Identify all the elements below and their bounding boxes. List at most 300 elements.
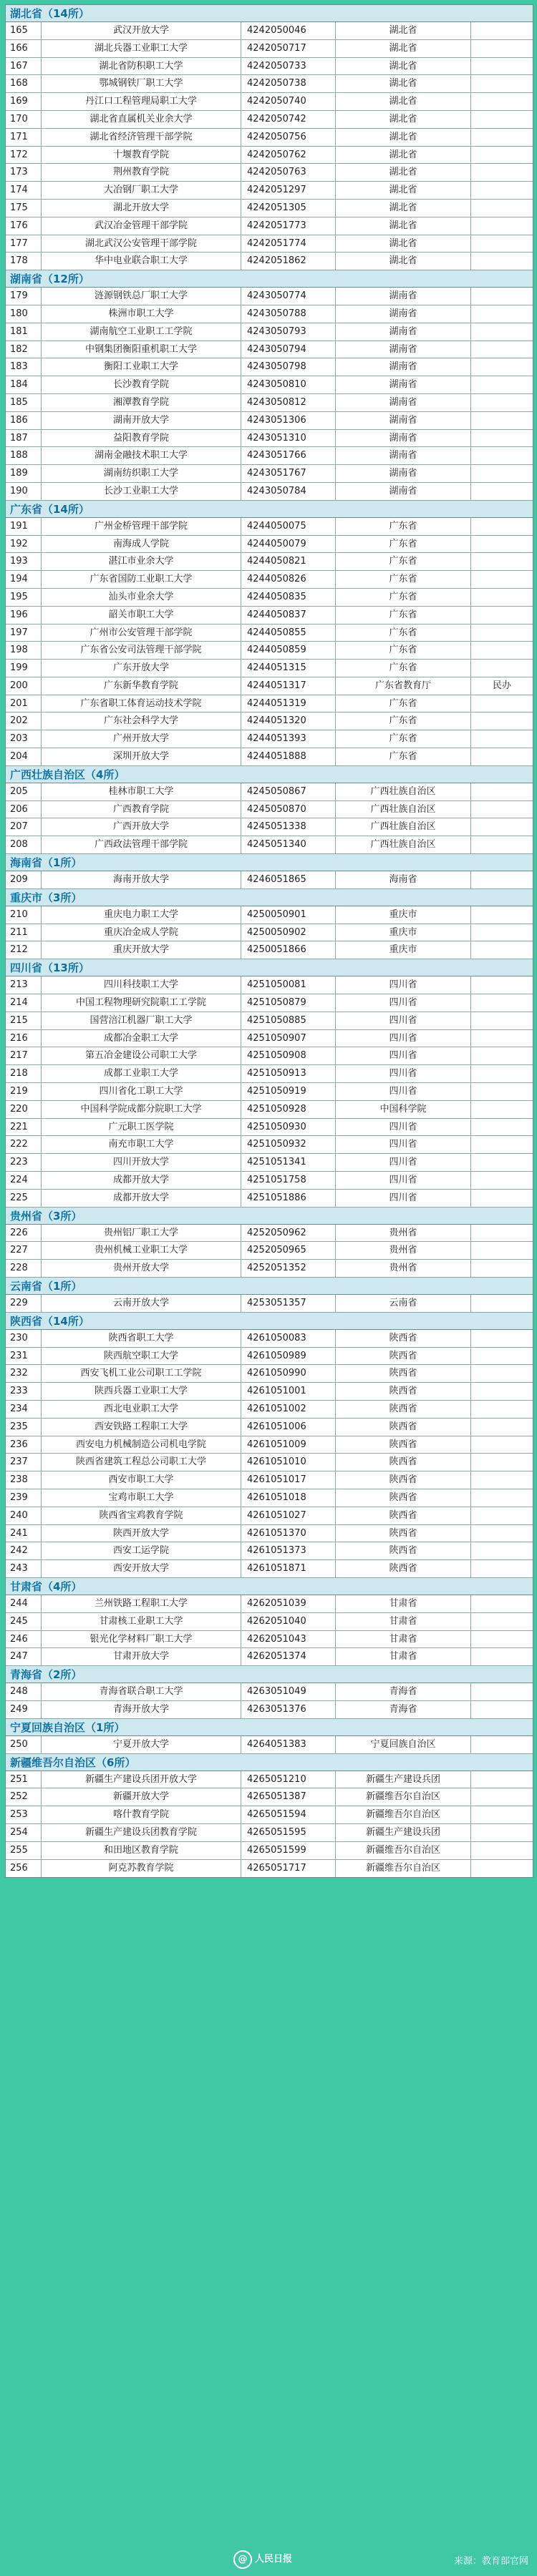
institution-code: 4251050879 bbox=[241, 994, 336, 1012]
remark bbox=[471, 111, 533, 128]
table-row bbox=[6, 1101, 533, 1119]
institution-name: 长沙工业职工大学 bbox=[42, 483, 241, 500]
row-number: 242 bbox=[6, 1542, 42, 1559]
authority: 广东省 bbox=[336, 695, 471, 712]
institution-code: 4243050774 bbox=[241, 288, 336, 305]
row-number: 256 bbox=[6, 1860, 42, 1878]
remark bbox=[471, 164, 533, 181]
remark bbox=[471, 58, 533, 75]
footer bbox=[0, 2543, 537, 2576]
authority: 四川省 bbox=[336, 1065, 471, 1082]
row-number: 219 bbox=[6, 1083, 42, 1100]
authority: 陕西省 bbox=[336, 1330, 471, 1347]
authority: 甘肃省 bbox=[336, 1595, 471, 1612]
institution-name: 广州市公安管理干部学院 bbox=[42, 625, 241, 642]
row-number: 233 bbox=[6, 1383, 42, 1400]
row-number: 217 bbox=[6, 1047, 42, 1064]
row-number: 237 bbox=[6, 1454, 42, 1471]
institution-name: 重庆开放大学 bbox=[42, 941, 241, 959]
remark bbox=[471, 1065, 533, 1082]
institution-code: 4242051774 bbox=[241, 235, 336, 253]
row-number: 178 bbox=[6, 253, 42, 270]
row-number: 228 bbox=[6, 1260, 42, 1277]
remark bbox=[471, 182, 533, 199]
authority: 湖南省 bbox=[336, 358, 471, 376]
authority: 湖南省 bbox=[336, 430, 471, 447]
institution-name: 甘肃核工业职工大学 bbox=[42, 1613, 241, 1630]
institution-name: 成都冶金职工大学 bbox=[42, 1030, 241, 1047]
row-number: 225 bbox=[6, 1190, 42, 1207]
institution-code: 4244050837 bbox=[241, 607, 336, 624]
remark bbox=[471, 1631, 533, 1648]
authority: 海南省 bbox=[336, 871, 471, 888]
institution-code: 4251051886 bbox=[241, 1190, 336, 1207]
authority: 陕西省 bbox=[336, 1489, 471, 1507]
institution-name: 广东省职工体育运动技术学院 bbox=[42, 695, 241, 712]
institution-name: 韶关市职工大学 bbox=[42, 607, 241, 624]
table-row bbox=[6, 412, 533, 430]
remark bbox=[471, 1083, 533, 1100]
institution-name: 陕西开放大学 bbox=[42, 1525, 241, 1542]
institution-name: 兰州铁路工程职工大学 bbox=[42, 1595, 241, 1612]
table-row bbox=[6, 305, 533, 323]
institution-name: 广元职工医学院 bbox=[42, 1119, 241, 1136]
remark bbox=[471, 1648, 533, 1665]
institution-name: 海南开放大学 bbox=[42, 871, 241, 888]
institution-name: 贵州开放大学 bbox=[42, 1260, 241, 1277]
institution-code: 4244051320 bbox=[241, 712, 336, 730]
institution-name: 重庆冶金成人学院 bbox=[42, 924, 241, 941]
row-number: 179 bbox=[6, 288, 42, 305]
remark bbox=[471, 642, 533, 659]
remark bbox=[471, 1701, 533, 1718]
institution-code: 4242050762 bbox=[241, 147, 336, 164]
authority: 湖北省 bbox=[336, 111, 471, 128]
authority: 甘肃省 bbox=[336, 1631, 471, 1648]
remark bbox=[471, 660, 533, 677]
authority: 湖北省 bbox=[336, 22, 471, 39]
institution-name: 十堰教育学院 bbox=[42, 147, 241, 164]
table-row bbox=[6, 341, 533, 359]
section-header: 甘肃省（4所） bbox=[6, 1578, 533, 1595]
row-number: 244 bbox=[6, 1595, 42, 1612]
remark bbox=[471, 976, 533, 994]
authority: 湖南省 bbox=[336, 323, 471, 341]
remark bbox=[471, 1842, 533, 1859]
remark bbox=[471, 536, 533, 553]
remark bbox=[471, 1436, 533, 1454]
remark bbox=[471, 871, 533, 888]
table-row bbox=[6, 730, 533, 748]
table-row bbox=[6, 1525, 533, 1543]
row-number: 193 bbox=[6, 553, 42, 570]
authority: 新疆维吾尔自治区 bbox=[336, 1806, 471, 1823]
remark bbox=[471, 1454, 533, 1471]
table-row bbox=[6, 818, 533, 836]
remark bbox=[471, 1595, 533, 1612]
institution-name: 广东新华教育学院 bbox=[42, 677, 241, 695]
institution-code: 4242051305 bbox=[241, 200, 336, 217]
row-number: 192 bbox=[6, 536, 42, 553]
table-row bbox=[6, 1348, 533, 1366]
institution-name: 南充市职工大学 bbox=[42, 1136, 241, 1153]
authority: 陕西省 bbox=[336, 1401, 471, 1418]
authority: 陕西省 bbox=[336, 1560, 471, 1577]
row-number: 198 bbox=[6, 642, 42, 659]
authority: 陕西省 bbox=[336, 1365, 471, 1382]
institution-code: 4251050919 bbox=[241, 1083, 336, 1100]
institution-code: 4242050738 bbox=[241, 75, 336, 92]
authority: 广东省 bbox=[336, 712, 471, 730]
authority: 四川省 bbox=[336, 1190, 471, 1207]
remark bbox=[471, 430, 533, 447]
remark bbox=[471, 1260, 533, 1277]
table-row bbox=[6, 1190, 533, 1208]
remark: 民办 bbox=[492, 680, 511, 691]
institution-code: 4251050913 bbox=[241, 1065, 336, 1082]
institution-code: 4244050821 bbox=[241, 553, 336, 570]
table-row bbox=[6, 1012, 533, 1030]
table-row bbox=[6, 323, 533, 341]
row-number: 188 bbox=[6, 447, 42, 464]
institution-name: 益阳教育学院 bbox=[42, 430, 241, 447]
remark bbox=[471, 1348, 533, 1365]
institution-code: 4244050826 bbox=[241, 571, 336, 588]
institution-code: 4251051341 bbox=[241, 1154, 336, 1171]
institution-code: 4245051340 bbox=[241, 836, 336, 853]
remark bbox=[471, 1225, 533, 1242]
authority: 四川省 bbox=[336, 1083, 471, 1100]
remark bbox=[471, 906, 533, 924]
row-number: 199 bbox=[6, 660, 42, 677]
authority: 宁夏回族自治区 bbox=[336, 1736, 471, 1753]
remark bbox=[471, 1030, 533, 1047]
remark bbox=[471, 695, 533, 712]
row-number: 205 bbox=[6, 783, 42, 800]
remark bbox=[471, 571, 533, 588]
row-number: 177 bbox=[6, 235, 42, 253]
row-number: 227 bbox=[6, 1242, 42, 1259]
table-row bbox=[6, 1860, 533, 1878]
table-row bbox=[6, 712, 533, 730]
institution-name: 广西教育学院 bbox=[42, 801, 241, 818]
table-row bbox=[6, 1083, 533, 1101]
institution-name: 湖南纺织职工大学 bbox=[42, 465, 241, 482]
table-row bbox=[6, 1560, 533, 1578]
row-number: 200 bbox=[6, 677, 42, 695]
table-row bbox=[6, 976, 533, 994]
section-header: 云南省（1所） bbox=[6, 1278, 533, 1295]
institution-code: 4246051865 bbox=[241, 871, 336, 888]
table-row bbox=[6, 1225, 533, 1243]
row-number: 234 bbox=[6, 1401, 42, 1418]
table-row bbox=[6, 1136, 533, 1154]
institution-name: 荆州教育学院 bbox=[42, 164, 241, 181]
table-row bbox=[6, 994, 533, 1012]
remark bbox=[471, 75, 533, 92]
remark bbox=[471, 1136, 533, 1153]
authority: 广东省 bbox=[336, 625, 471, 642]
authority: 青海省 bbox=[336, 1683, 471, 1700]
institution-code: 4250050901 bbox=[241, 906, 336, 924]
row-number: 197 bbox=[6, 625, 42, 642]
remark bbox=[471, 836, 533, 853]
table-row bbox=[6, 1383, 533, 1401]
institution-name: 成都开放大学 bbox=[42, 1190, 241, 1207]
row-number: 239 bbox=[6, 1489, 42, 1507]
institution-name: 株洲市职工大学 bbox=[42, 305, 241, 323]
institution-code: 4261051006 bbox=[241, 1419, 336, 1436]
institution-code: 4265051387 bbox=[241, 1788, 336, 1806]
row-number: 222 bbox=[6, 1136, 42, 1153]
table-row bbox=[6, 376, 533, 394]
row-number: 240 bbox=[6, 1507, 42, 1524]
institution-name: 大冶钢厂职工大学 bbox=[42, 182, 241, 199]
row-number: 201 bbox=[6, 695, 42, 712]
row-number: 218 bbox=[6, 1065, 42, 1082]
authority: 四川省 bbox=[336, 976, 471, 994]
authority: 广东省 bbox=[336, 589, 471, 606]
authority: 广东省 bbox=[336, 660, 471, 677]
row-number: 236 bbox=[6, 1436, 42, 1454]
authority: 新疆维吾尔自治区 bbox=[336, 1842, 471, 1859]
institution-code: 4244050075 bbox=[241, 518, 336, 535]
table-row bbox=[6, 695, 533, 713]
remark bbox=[471, 358, 533, 376]
table-row bbox=[6, 1542, 533, 1560]
institution-code: 4261051017 bbox=[241, 1471, 336, 1489]
remark bbox=[471, 1860, 533, 1878]
table-row bbox=[6, 1242, 533, 1260]
table-row bbox=[6, 607, 533, 625]
institution-code: 4261051027 bbox=[241, 1507, 336, 1524]
institution-name: 广东省国防工业职工大学 bbox=[42, 571, 241, 588]
row-number: 249 bbox=[6, 1701, 42, 1718]
authority: 湖南省 bbox=[336, 465, 471, 482]
institution-code: 4243050788 bbox=[241, 305, 336, 323]
institution-name: 湖北武汉公安管理干部学院 bbox=[42, 235, 241, 253]
row-number: 221 bbox=[6, 1119, 42, 1136]
remark bbox=[471, 394, 533, 411]
table-row bbox=[6, 536, 533, 554]
authority: 广西壮族自治区 bbox=[336, 783, 471, 800]
row-number: 251 bbox=[6, 1771, 42, 1788]
row-number: 172 bbox=[6, 147, 42, 164]
institution-name: 和田地区教育学院 bbox=[42, 1842, 241, 1859]
institution-code: 4262051039 bbox=[241, 1595, 336, 1612]
row-number: 183 bbox=[6, 358, 42, 376]
authority: 广东省 bbox=[336, 518, 471, 535]
table-row bbox=[6, 430, 533, 448]
institution-name: 西安市职工大学 bbox=[42, 1471, 241, 1489]
row-number: 187 bbox=[6, 430, 42, 447]
institution-name: 广西政法管理干部学院 bbox=[42, 836, 241, 853]
table-row bbox=[6, 1701, 533, 1719]
institution-code: 4242050046 bbox=[241, 22, 336, 39]
remark bbox=[471, 200, 533, 217]
remark bbox=[471, 412, 533, 429]
table-row bbox=[6, 906, 533, 924]
remark bbox=[471, 129, 533, 146]
table-row bbox=[6, 40, 533, 58]
institution-code: 4263051049 bbox=[241, 1683, 336, 1700]
institution-name: 四川开放大学 bbox=[42, 1154, 241, 1171]
institution-code: 4251050930 bbox=[241, 1119, 336, 1136]
authority: 广东省 bbox=[336, 748, 471, 765]
institution-code: 4252050965 bbox=[241, 1242, 336, 1259]
institution-code: 4245050870 bbox=[241, 801, 336, 818]
institution-code: 4250050902 bbox=[241, 924, 336, 941]
table-row bbox=[6, 836, 533, 854]
institution-code: 4265051599 bbox=[241, 1842, 336, 1859]
table-row bbox=[6, 129, 533, 147]
authority: 湖南省 bbox=[336, 412, 471, 429]
institution-code: 4242050740 bbox=[241, 93, 336, 110]
institution-name: 新疆生产建设兵团教育学院 bbox=[42, 1824, 241, 1841]
institution-name: 阿克苏教育学院 bbox=[42, 1860, 241, 1878]
institution-code: 4253051357 bbox=[241, 1295, 336, 1312]
table-row bbox=[6, 571, 533, 589]
row-number: 174 bbox=[6, 182, 42, 199]
table-row bbox=[6, 483, 533, 501]
remark bbox=[471, 93, 533, 110]
institution-name: 丹江口工程管理局职工大学 bbox=[42, 93, 241, 110]
institution-name: 华中电业联合职工大学 bbox=[42, 253, 241, 270]
section-header: 湖南省（12所） bbox=[6, 270, 533, 288]
authority: 重庆市 bbox=[336, 941, 471, 959]
remark bbox=[471, 712, 533, 730]
institution-code: 4243051767 bbox=[241, 465, 336, 482]
authority: 四川省 bbox=[336, 1030, 471, 1047]
institution-code: 4243050812 bbox=[241, 394, 336, 411]
logo-text: 人民日报 bbox=[255, 2554, 293, 2565]
at-icon: @ bbox=[233, 2550, 252, 2569]
row-number: 243 bbox=[6, 1560, 42, 1577]
institution-code: 4261050083 bbox=[241, 1330, 336, 1347]
remark bbox=[471, 217, 533, 235]
row-number: 180 bbox=[6, 305, 42, 323]
table-row bbox=[6, 1824, 533, 1842]
table-row bbox=[6, 1736, 533, 1754]
row-number: 252 bbox=[6, 1788, 42, 1806]
institution-code: 4261051373 bbox=[241, 1542, 336, 1559]
section-header: 贵州省（3所） bbox=[6, 1208, 533, 1225]
institution-name: 西安开放大学 bbox=[42, 1560, 241, 1577]
section-header: 广西壮族自治区（4所） bbox=[6, 766, 533, 783]
institution-code: 4244051393 bbox=[241, 730, 336, 748]
institution-name: 喀什教育学院 bbox=[42, 1806, 241, 1823]
institution-code: 4265051594 bbox=[241, 1806, 336, 1823]
remark bbox=[471, 801, 533, 818]
institution-code: 4261050989 bbox=[241, 1348, 336, 1365]
table-row bbox=[6, 1454, 533, 1471]
row-number: 224 bbox=[6, 1172, 42, 1189]
row-number: 255 bbox=[6, 1842, 42, 1859]
table-row bbox=[6, 1788, 533, 1806]
institution-name: 西安飞机工业公司职工工学院 bbox=[42, 1365, 241, 1382]
remark bbox=[471, 147, 533, 164]
institution-code: 4261051009 bbox=[241, 1436, 336, 1454]
table-row bbox=[6, 1648, 533, 1666]
institution-name: 中国科学院成都分院职工大学 bbox=[42, 1101, 241, 1118]
institution-name: 湖北省防积职工大学 bbox=[42, 58, 241, 75]
remark bbox=[471, 1365, 533, 1382]
authority: 甘肃省 bbox=[336, 1613, 471, 1630]
remark bbox=[471, 1383, 533, 1400]
authority: 贵州省 bbox=[336, 1225, 471, 1242]
institution-code: 4242050733 bbox=[241, 58, 336, 75]
table-row bbox=[6, 1172, 533, 1190]
authority: 广东省 bbox=[336, 730, 471, 748]
remark bbox=[471, 1736, 533, 1753]
table-row bbox=[6, 1365, 533, 1383]
institution-code: 4261051010 bbox=[241, 1454, 336, 1471]
row-number: 189 bbox=[6, 465, 42, 482]
remark bbox=[471, 1560, 533, 1577]
institution-code: 4244051317 bbox=[241, 677, 336, 695]
row-number: 203 bbox=[6, 730, 42, 748]
table-row bbox=[6, 1683, 533, 1701]
row-number: 248 bbox=[6, 1683, 42, 1700]
row-number: 167 bbox=[6, 58, 42, 75]
table-row bbox=[6, 941, 533, 959]
authority: 四川省 bbox=[336, 1012, 471, 1029]
row-number: 169 bbox=[6, 93, 42, 110]
remark bbox=[471, 607, 533, 624]
brand-logo bbox=[233, 2549, 292, 2570]
row-number: 185 bbox=[6, 394, 42, 411]
section-header: 海南省（1所） bbox=[6, 854, 533, 871]
institution-code: 4251050907 bbox=[241, 1030, 336, 1047]
row-number: 245 bbox=[6, 1613, 42, 1630]
institution-name: 湖南航空工业职工工学院 bbox=[42, 323, 241, 341]
table-row bbox=[6, 465, 533, 483]
institution-table bbox=[5, 4, 533, 1878]
table-row bbox=[6, 1065, 533, 1083]
authority: 新疆生产建设兵团 bbox=[336, 1771, 471, 1788]
row-number: 250 bbox=[6, 1736, 42, 1753]
section-header: 湖北省（14所） bbox=[6, 5, 533, 22]
table-row bbox=[6, 1471, 533, 1489]
institution-name: 桂林市职工大学 bbox=[42, 783, 241, 800]
remark bbox=[471, 1154, 533, 1171]
institution-name: 中国工程物理研究院职工工学院 bbox=[42, 994, 241, 1012]
institution-name: 湖北兵器工业职工大学 bbox=[42, 40, 241, 57]
table-row bbox=[6, 75, 533, 93]
institution-code: 4265051595 bbox=[241, 1824, 336, 1841]
institution-code: 4244051888 bbox=[241, 748, 336, 765]
institution-code: 4244051315 bbox=[241, 660, 336, 677]
row-number: 235 bbox=[6, 1419, 42, 1436]
remark bbox=[471, 1507, 533, 1524]
table-row bbox=[6, 147, 533, 165]
authority: 湖南省 bbox=[336, 305, 471, 323]
remark bbox=[471, 1047, 533, 1064]
row-number: 223 bbox=[6, 1154, 42, 1171]
authority: 湖北省 bbox=[336, 58, 471, 75]
row-number: 246 bbox=[6, 1631, 42, 1648]
row-number: 214 bbox=[6, 994, 42, 1012]
institution-name: 湖北开放大学 bbox=[42, 200, 241, 217]
institution-name: 重庆电力职工大学 bbox=[42, 906, 241, 924]
institution-code: 4245051338 bbox=[241, 818, 336, 836]
table-row bbox=[6, 660, 533, 677]
institution-code: 4251050928 bbox=[241, 1101, 336, 1118]
table-row bbox=[6, 358, 533, 376]
row-number: 208 bbox=[6, 836, 42, 853]
table-row bbox=[6, 93, 533, 111]
row-number: 230 bbox=[6, 1330, 42, 1347]
